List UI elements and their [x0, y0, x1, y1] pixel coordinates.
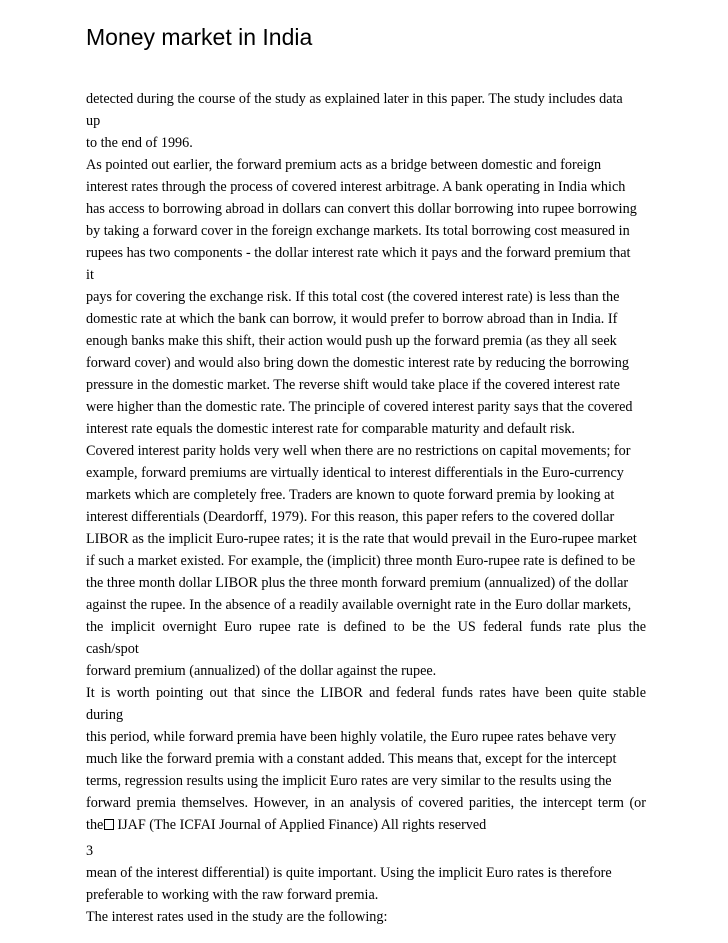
text-line: The interest rates used in the study are the following:: [86, 909, 388, 925]
page-title: Money market in India: [86, 24, 313, 50]
body-text: [86, 88, 646, 928]
text-line: domestic rate at which the bank can borrow, it would prefer to borrow abroad than in India. If: [86, 311, 618, 327]
text-line: Covered interest parity holds very well when there are no restrictions on capital movements; for: [86, 443, 631, 459]
text-line: markets which are completely free. Traders are known to quote forward premia by looking at: [86, 487, 615, 503]
footer-line: [86, 814, 646, 836]
text-line: the three month dollar LIBOR plus the three month forward premium (annualized) of the dollar: [86, 575, 629, 591]
text-line: LIBOR as the implicit Euro-rupee rates; it is the rate that would prevail in the Euro-rupee market: [86, 531, 637, 547]
text-line: pays for covering the exchange risk. If this total cost (the covered interest rate) is less than the: [86, 289, 620, 305]
text-line: were higher than the domestic rate. The principle of covered interest parity says that the covered: [86, 399, 633, 415]
text-line: enough banks make this shift, their action would push up the forward premia (as they all seek: [86, 333, 617, 349]
text-line: forward cover) and would also bring down the domestic interest rate by reducing the borrowing: [86, 355, 629, 371]
footer-prefix: the: [86, 817, 104, 833]
text-line: forward premium (annualized) of the dollar against the rupee.: [86, 663, 437, 679]
text-line: this period, while forward premia have been highly volatile, the Euro rupee rates behave very: [86, 729, 617, 745]
text-line: by taking a forward cover in the foreign exchange markets. Its total borrowing cost measured in: [86, 223, 630, 239]
missing-glyph-box-icon: [104, 819, 114, 830]
text-line: rupees has two components - the dollar interest rate which it pays and the forward premium that: [86, 245, 631, 261]
text-line: It is worth pointing out that since the LIBOR and federal funds rates have been quite stable: [86, 685, 646, 701]
text-line: during: [86, 707, 124, 723]
text-line: up: [86, 113, 101, 129]
text-line: much like the forward premia with a constant added. This means that, except for the intercept: [86, 751, 617, 767]
text-line: the implicit overnight Euro rupee rate is defined to be the US federal funds rate plus the: [86, 619, 646, 635]
text-line: has access to borrowing abroad in dollars can convert this dollar borrowing into rupee borrowing: [86, 201, 637, 217]
text-line: interest rates through the process of covered interest arbitrage. A bank operating in India which: [86, 179, 626, 195]
text-line: forward premia themselves. However, in an analysis of covered parities, the intercept term (or: [86, 795, 646, 811]
text-line: interest rate equals the domestic interest rate for comparable maturity and default risk.: [86, 421, 575, 437]
page-number: 3: [86, 843, 94, 859]
text-line: mean of the interest differential) is quite important. Using the implicit Euro rates is therefore: [86, 865, 612, 881]
text-line: terms, regression results using the implicit Euro rates are very similar to the results using the: [86, 773, 612, 789]
footer-copyright: IJAF (The ICFAI Journal of Applied Finance) All rights reserved: [117, 817, 487, 833]
text-line: cash/spot: [86, 641, 139, 657]
text-line: pressure in the domestic market. The reverse shift would take place if the covered interest rate: [86, 377, 620, 393]
text-line: interest differentials (Deardorff, 1979). For this reason, this paper refers to the covered dollar: [86, 509, 615, 525]
text-line: preferable to working with the raw forward premia.: [86, 887, 379, 903]
text-line: to the end of 1996.: [86, 135, 193, 151]
text-line: example, forward premiums are virtually identical to interest differentials in the Euro-currency: [86, 465, 624, 481]
text-line: As pointed out earlier, the forward premium acts as a bridge between domestic and foreign: [86, 157, 602, 173]
text-line: against the rupee. In the absence of a readily available overnight rate in the Euro dollar markets,: [86, 597, 632, 613]
text-line: it: [86, 267, 94, 283]
text-line: detected during the course of the study as explained later in this paper. The study includes data: [86, 91, 623, 107]
text-line: if such a market existed. For example, the (implicit) three month Euro-rupee rate is defined to be: [86, 553, 636, 569]
